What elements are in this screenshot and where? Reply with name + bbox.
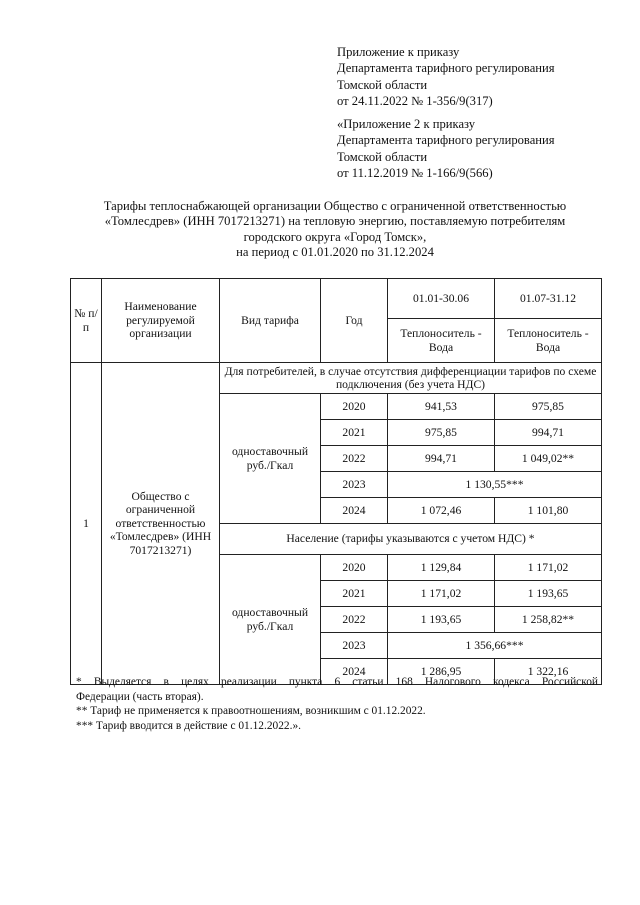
appendix-line: Департамента тарифного регулирования bbox=[337, 133, 555, 148]
header-period-2: 01.07-31.12 bbox=[495, 279, 602, 319]
header-carrier-1: Теплоноситель - Вода bbox=[388, 319, 495, 363]
year-cell: 2020 bbox=[321, 394, 388, 420]
appendix-line: Томской области bbox=[337, 77, 428, 92]
tariffs-table bbox=[70, 278, 602, 685]
value-cell: 975,85 bbox=[495, 394, 602, 420]
year-cell: 2023 bbox=[321, 633, 388, 659]
footnote-vat-line: * Выделяется в целях реализации пункта 6 статьи 168 Налогового кодекса Российской bbox=[76, 676, 598, 688]
appendix-line: Томской области bbox=[337, 149, 428, 164]
value-cell: 941,53 bbox=[388, 394, 495, 420]
appendix-reference bbox=[337, 44, 555, 109]
value-cell: 1 049,02** bbox=[495, 446, 602, 472]
value-cell: 1 258,82** bbox=[495, 607, 602, 633]
year-cell: 2024 bbox=[321, 498, 388, 524]
year-cell: 2023 bbox=[321, 472, 388, 498]
year-cell: 2022 bbox=[321, 607, 388, 633]
value-cell: 1 171,02 bbox=[388, 581, 495, 607]
tariff-type-cell: одноставочный руб./Гкал bbox=[220, 394, 321, 524]
footnote-vat-cont: Федерации (часть вторая). bbox=[76, 690, 204, 703]
header-carrier-2: Теплоноситель - Вода bbox=[495, 319, 602, 363]
year-cell: 2022 bbox=[321, 446, 388, 472]
section-label: Население (тарифы указываются с учетом НДС) * bbox=[220, 524, 602, 555]
title-line: на период с 01.01.2020 по 31.12.2024 bbox=[236, 245, 434, 260]
organization-name: Общество с ограниченной ответственностью «Томлесдрев» (ИНН 7017213271) bbox=[102, 363, 220, 685]
header-organization: Наименование регулируемой организации bbox=[102, 279, 220, 363]
appendix-line: «Приложение 2 к приказу bbox=[337, 117, 476, 131]
tariff-type-cell: одноставочный руб./Гкал bbox=[220, 555, 321, 685]
value-cell: 1 193,65 bbox=[495, 581, 602, 607]
title-line: Тарифы теплоснабжающей организации Общество с ограниченной ответственностью bbox=[103, 199, 567, 213]
quoted-appendix-reference bbox=[337, 116, 555, 181]
title-line: городского округа «Город Томск», bbox=[243, 229, 427, 244]
merged-value-cell: 1 356,66*** bbox=[388, 633, 602, 659]
section-row bbox=[71, 363, 602, 394]
value-cell: 975,85 bbox=[388, 420, 495, 446]
year-cell: 2020 bbox=[321, 555, 388, 581]
footnotes bbox=[76, 675, 598, 733]
appendix-line: от 11.12.2019 № 1-166/9(566) bbox=[337, 165, 493, 180]
footnote-not-applied: ** Тариф не применяется к правоотношениям, возникшим с 01.12.2022. bbox=[76, 705, 426, 718]
merged-value-cell: 1 130,55*** bbox=[388, 472, 602, 498]
value-cell: 1 193,65 bbox=[388, 607, 495, 633]
year-cell: 2021 bbox=[321, 581, 388, 607]
value-cell: 1 171,02 bbox=[495, 555, 602, 581]
value-cell: 1 286,95 bbox=[388, 659, 495, 685]
year-cell: 2024 bbox=[321, 659, 388, 685]
value-cell: 994,71 bbox=[388, 446, 495, 472]
value-cell: 1 322,16 bbox=[495, 659, 602, 685]
section-label: Для потребителей, в случае отсутствия дифференциации тарифов по схеме подключения (без учета НДС) bbox=[220, 363, 602, 394]
table-header-row bbox=[71, 279, 602, 319]
header-tariff-type: Вид тарифа bbox=[220, 279, 321, 363]
appendix-line: от 24.11.2022 № 1-356/9(317) bbox=[337, 93, 493, 108]
header-num: № п/п bbox=[71, 279, 102, 363]
header-year: Год bbox=[321, 279, 388, 363]
row-number: 1 bbox=[71, 363, 102, 685]
appendix-line: Департамента тарифного регулирования bbox=[337, 61, 555, 76]
header-period-1: 01.01-30.06 bbox=[388, 279, 495, 319]
value-cell: 1 072,46 bbox=[388, 498, 495, 524]
value-cell: 994,71 bbox=[495, 420, 602, 446]
appendix-line: Приложение к приказу bbox=[337, 45, 460, 59]
title-line: «Томлесдрев» (ИНН 7017213271) на тепловую энергию, поставляемую потребителям bbox=[104, 214, 566, 229]
value-cell: 1 129,84 bbox=[388, 555, 495, 581]
footnote-effective: *** Тариф вводится в действие с 01.12.2022.». bbox=[76, 719, 302, 732]
year-cell: 2021 bbox=[321, 420, 388, 446]
document-title bbox=[70, 199, 600, 261]
value-cell: 1 101,80 bbox=[495, 498, 602, 524]
